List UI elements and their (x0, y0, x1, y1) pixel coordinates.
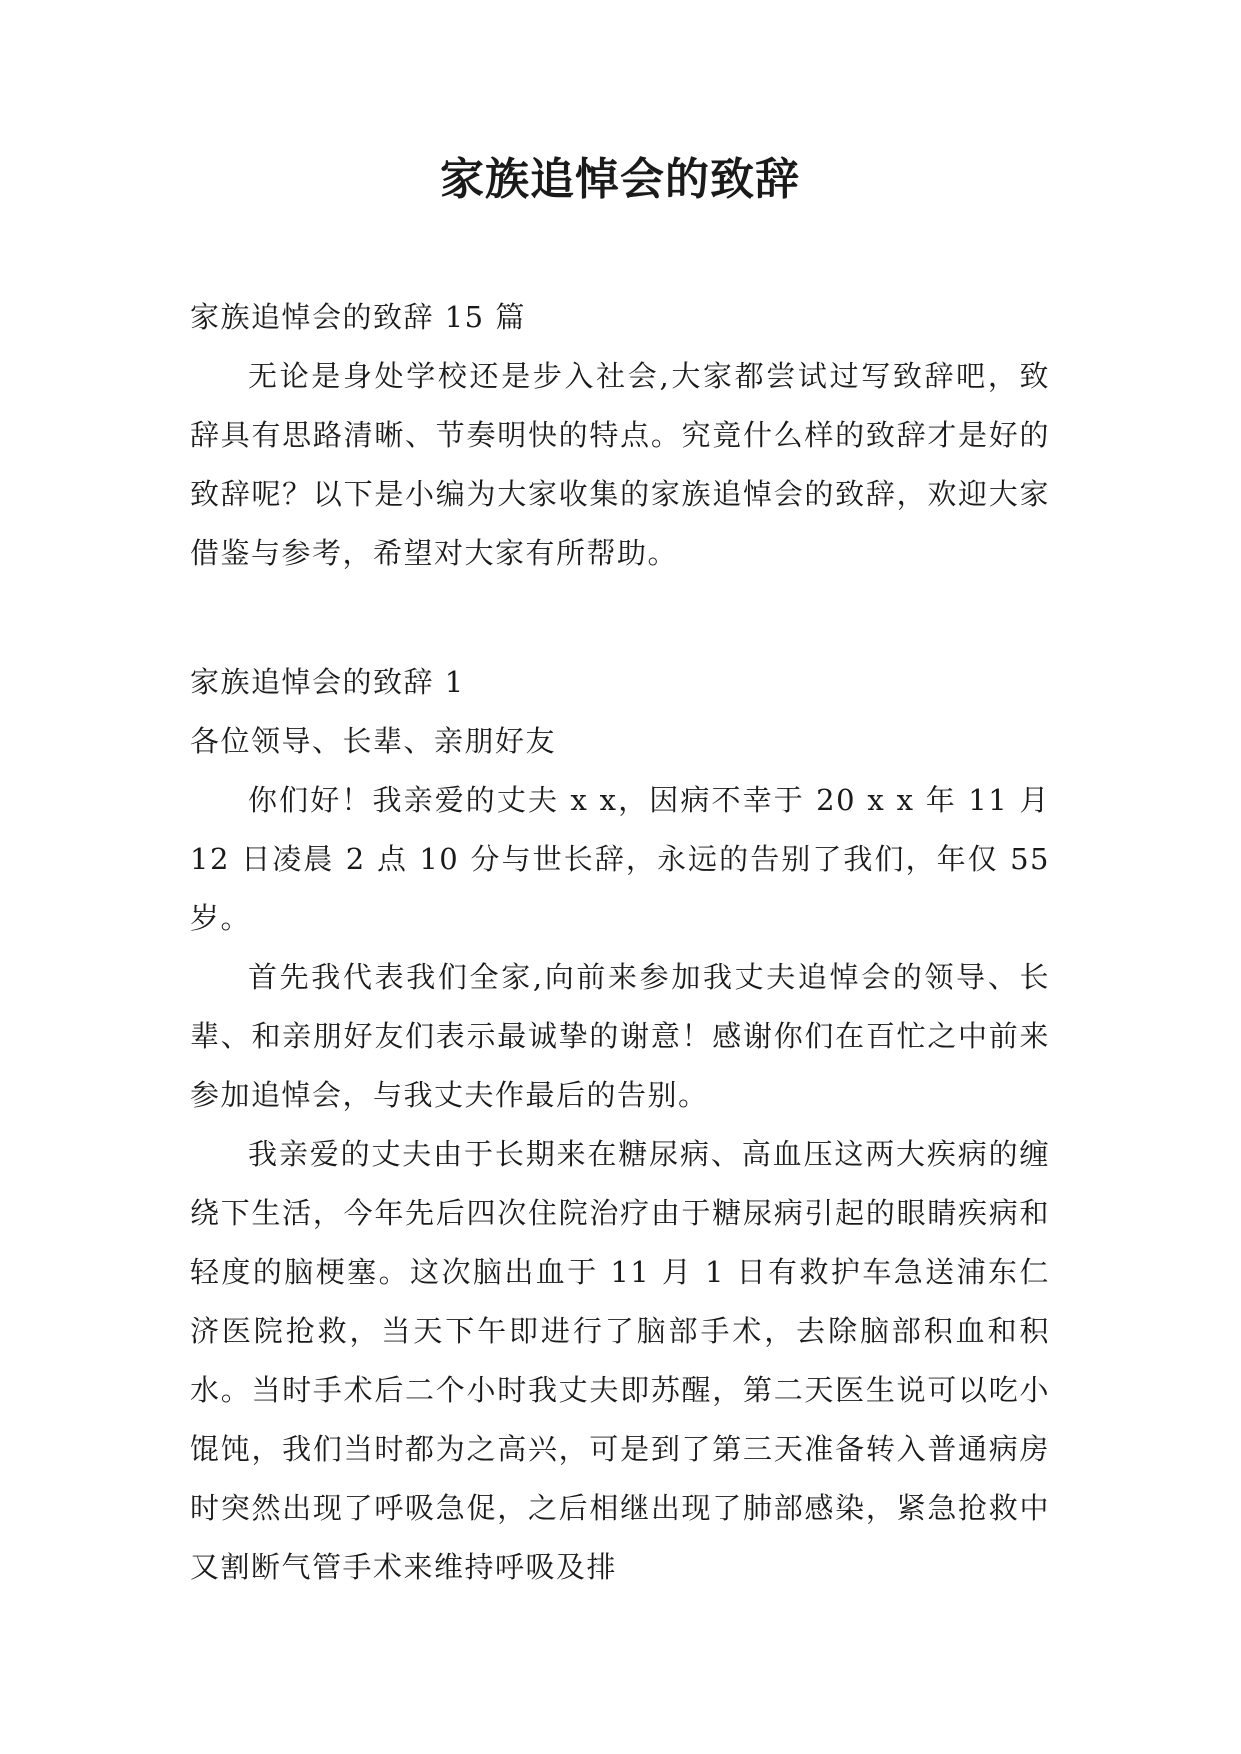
body-paragraph: 首先我代表我们全家,向前来参加我丈夫追悼会的领导、长辈、和亲朋好友们表示最诚挚的谢意！感谢你们在百忙之中前来参加追悼会，与我丈夫作最后的告别。 (190, 960, 1050, 1112)
body-paragraph: 你们好！我亲爱的丈夫 x x，因病不幸于 20 x x 年 11 月 12 日凌晨 2 点 10 分与世长辞，永远的告别了我们，年仅 55 岁。 (190, 783, 1050, 935)
document-title: 家族追悼会的致辞 (440, 154, 800, 205)
document-page (190, 0, 1050, 1754)
document-subtitle: 家族追悼会的致辞 15 篇 (190, 300, 526, 334)
section-heading: 家族追悼会的致辞 1 (190, 665, 465, 699)
section-spacer (190, 583, 1050, 653)
salutation: 各位领导、长辈、亲朋好友 (190, 724, 557, 758)
document-body (190, 288, 1050, 1597)
body-paragraph: 我亲爱的丈夫由于长期来在糖尿病、高血压这两大疾病的缠绕下生活，今年先后四次住院治疗由于糖尿病引起的眼睛疾病和轻度的脑梗塞。这次脑出血于 11 月 1 日有救护车急送浦东仁济医院抢救，当天下午即进行了脑部手术，去除脑部积血和积水。当时手术后二个小时我丈夫即苏醒，第二天医生说可以吃小馄饨，我们当时都为之高兴，可是到了第三天准备转入普通病房时突然出现了呼吸急促，之后相继出现了肺部感染，紧急抢救中又割断气管手术来维持呼吸及排 (190, 1137, 1050, 1584)
intro-paragraph: 无论是身处学校还是步入社会,大家都尝试过写致辞吧，致辞具有思路清晰、节奏明快的特点。究竟什么样的致辞才是好的致辞呢？以下是小编为大家收集的家族追悼会的致辞，欢迎大家借鉴与参考，希望对大家有所帮助。 (190, 359, 1050, 570)
